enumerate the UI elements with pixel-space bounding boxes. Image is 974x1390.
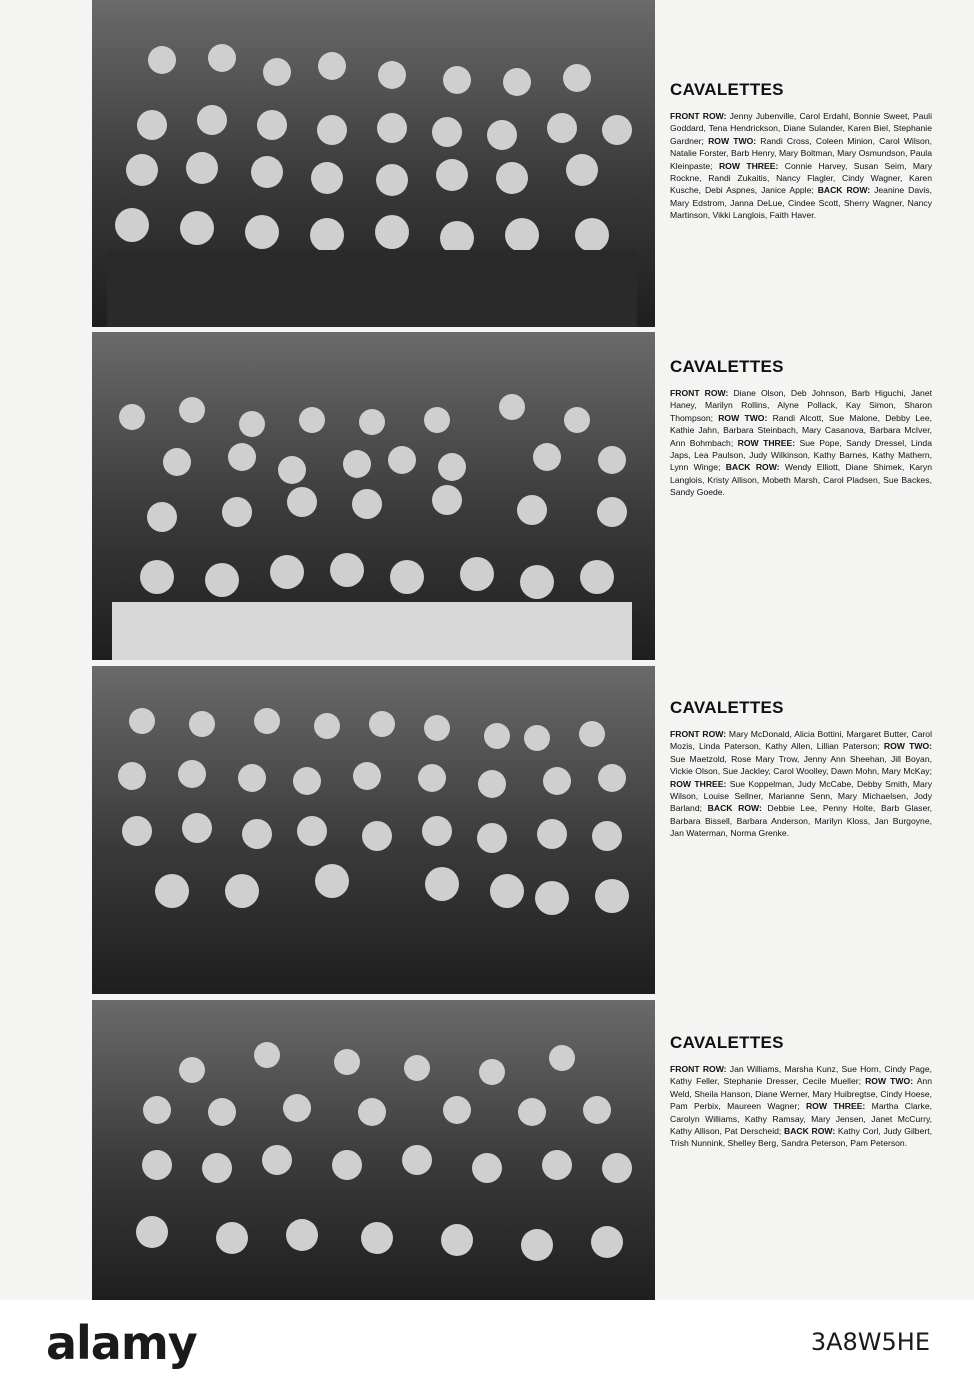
row-label: FRONT ROW: [670,729,727,739]
row-names: Mary McDonald, Alicia Bottini, Margaret Butter, Carol Mozis, Linda Paterson, Kathy Allen, Lillian Paterson; [670,729,932,752]
group-photo-1 [92,0,655,327]
alamy-logo: alamy [46,1316,197,1370]
caption-3 [670,698,932,840]
caption-2 [670,357,932,499]
group-photo-2 [92,332,655,660]
row-label: BACK ROW: [707,803,762,814]
row-names: Wendy Elliott, Diane Shimek, Karyn Langlois, Kristy Allison, Mobeth Marsh, Carol Pladsen, Sue Backes, Sandy Goede. [670,462,932,498]
row-label: BACK ROW: [783,1126,836,1137]
row-names: Sue Pope, Sandy Dressel, Linda Japs, Lea Paulson, Judy Wilkinson, Kathy Barnes, Kathy Mathern, Lynn Winge; [670,437,932,473]
caption-2-title: CAVALETTES [670,357,784,376]
caption-3-title: CAVALETTES [670,698,784,717]
row-names: Martha Clarke, Carolyn Williams, Kathy Ramsay, Mary Jensen, Janet McCurry, Kathy Allison, Pat Derscheid; [670,1101,932,1137]
caption-1-names [670,110,932,222]
row-names: Kathy Corl, Judy Gilbert, Trish Nunnink, Shelley Berg, Sandra Peterson, Pam Peterson. [670,1126,932,1149]
caption-1-title: CAVALETTES [670,80,784,99]
caption-3-names [670,728,932,840]
row-label: ROW TWO: [718,412,768,423]
row-label: BACK ROW: [725,462,780,473]
row-label: FRONT ROW: [670,111,727,121]
row-names: Jenny Jubenville, Carol Erdahl, Bonnie Sweet, Pauli Goddard, Tena Hendrickson, Diane Sulander, Karen Biel, Stephanie Gardner; [670,111,932,146]
row-names: Jan Williams, Marsha Kunz, Sue Horn, Cindy Page, Kathy Feller, Stephanie Dresser, Cecile Mueller; [670,1064,932,1087]
row-names: Debbie Lee, Penny Holte, Barb Glaser, Barbara Bissell, Barbara Anderson, Marilyn Kloss, Jan Burgoyne, Jan Waterman, Norma Grenke. [670,803,932,839]
image-id: 3A8W5HE [810,1328,930,1356]
group-photo-3 [92,666,655,994]
row-names: Diane Olson, Deb Johnson, Barb Higuchi, Janet Haney, Marilyn Rollins, Alyne Pollack, Kay Simon, Sharon Thompson; [670,388,932,423]
row-names: Connie Harvey, Susan Seim, Mary Rockne, Randi Zukaitis, Nancy Flagler, Cindy Wagner, Karen Kusche, Debi Aspnes, Janice Apple; [670,160,932,196]
row-names: Sue Maetzold, Rose Mary Trow, Jenny Ann Sheehan, Jill Boyan, Vickie Olson, Sue Jackley, Carol Woolley, Dawn Mohn, Mary McKay; [670,753,932,777]
row-names: Randi Alcott, Sue Malone, Debby Lee, Kathie Jahn, Barbara Steinbach, Mary Casanova, Barbara McIver, Ann Bohmbach; [670,412,932,448]
row-label: ROW TWO: [865,1076,914,1087]
row-label: FRONT ROW: [670,1064,727,1074]
row-label: FRONT ROW: [670,388,729,398]
row-label: ROW TWO: [883,741,933,752]
row-names: Ann Weld, Sheila Hanson, Diane Werner, Mary Huibregtse, Cindy Hoese, Pam Perbix, Maureen Wagner; [670,1076,932,1112]
group-photo-4-image [92,1000,655,1300]
caption-4-names [670,1063,932,1150]
row-names: Jeanine Davis, Mary Edstrom, Janna DeLue, Cindee Scott, Sherry Wagner, Nancy Martinson, Vikki Langlois, Faith Haver. [670,185,932,221]
row-label: BACK ROW: [817,185,871,196]
caption-4 [670,1033,932,1150]
row-label: ROW THREE: [670,778,727,789]
row-names: Sue Koppelman, Judy McCabe, Debby Smith, Mary Wilson, Louise Sellner, Marianne Senn, Mary Michaelsen, Jody Barland; [670,778,932,814]
caption-2-names [670,387,932,499]
group-photo-3-image [92,666,655,994]
caption-4-title: CAVALETTES [670,1033,784,1052]
group-photo-1-image [92,0,655,327]
group-photo-2-image [92,332,655,660]
row-label: ROW THREE: [718,160,779,171]
caption-1 [670,80,932,222]
stock-footer [0,1300,974,1390]
row-label: ROW THREE: [805,1101,866,1112]
row-label: ROW TWO: [708,135,757,146]
row-label: ROW THREE: [737,437,796,448]
group-photo-4 [92,1000,655,1300]
row-names: Randi Cross, Coleen Minion, Carol Wilson, Natalie Forster, Barb Henry, Mary Boltman, Mary Osmundson, Paula Kleinpaste; [670,135,932,171]
